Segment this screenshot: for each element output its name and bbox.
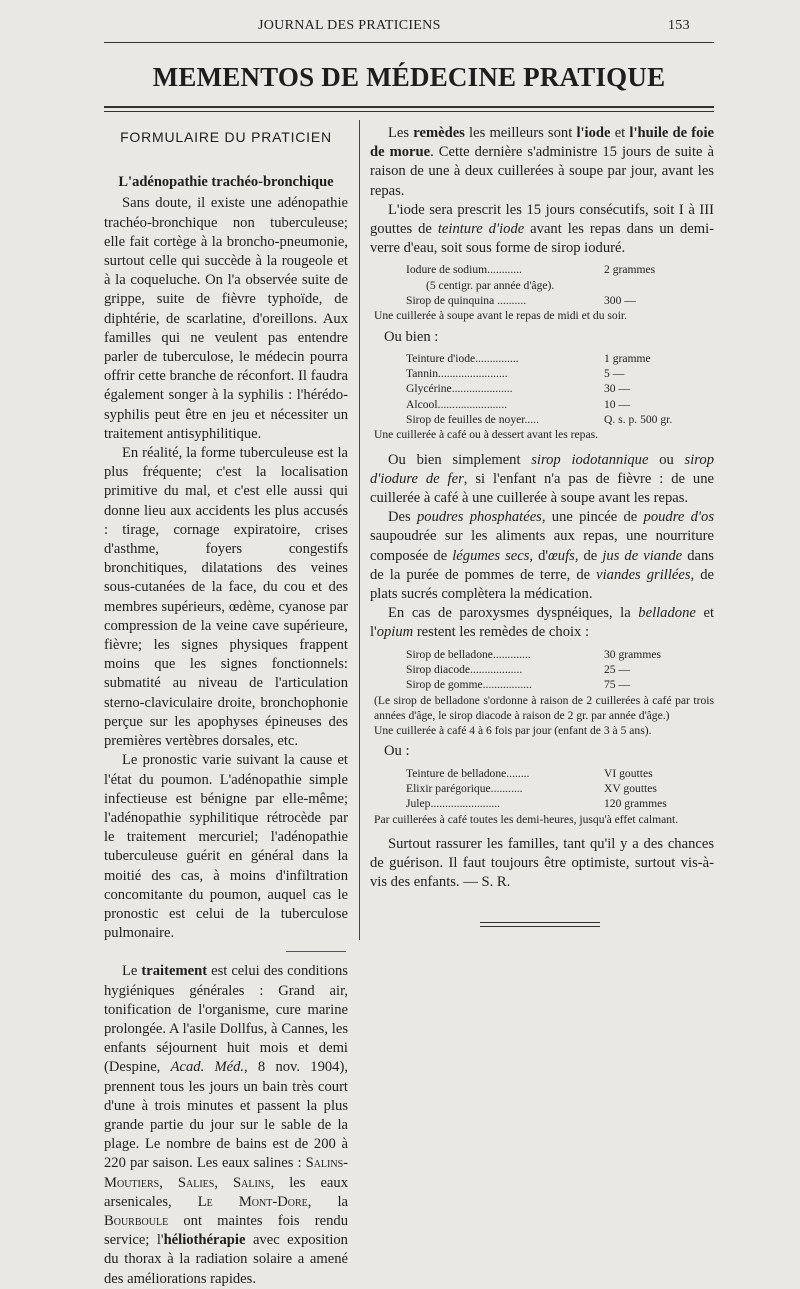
article-subtitle: L'adénopathie trachéo-bronchique	[118, 174, 334, 191]
rx-row: Tannin........................ 5 —	[406, 367, 625, 381]
paragraph: Sans doute, il existe une adénopathie trachéo-bronchique non tuberculeuse; elle fait cortège à la broncho-pneumonie, surtout celle qui succède à la rougeole et à la coqueluche. On l'a observée suite de grippe, suite de fièvre typhoïde, de diphtérie, de scarlatine, d'oreillons. Aux familles qui ne veulent pas entendre parler de tuberculose, le médecin pourra offrir cette branche de réconfort. Il faudra également songer à la syphilis : l'hérédo-syphilis peut être en jeu et nécessiter un traitement antisyphilitique.	[104, 195, 348, 442]
separator-rule	[286, 951, 346, 952]
bold-term: traitement	[141, 963, 208, 980]
title-rule-thick	[104, 106, 714, 108]
rx-row: Sirop de belladone............. 30 grammes	[406, 647, 661, 661]
rx-note: Une cuillerée à soupe avant le repas de midi et du soir.	[374, 309, 628, 323]
prescription-1	[370, 262, 714, 323]
rx-row: Glycérine..................... 30 —	[406, 382, 631, 396]
right-column	[370, 124, 714, 892]
rx-row: Julep........................ 120 grammes	[406, 797, 667, 811]
page-title: MEMENTOS DE MÉDECINE PRATIQUE	[152, 62, 666, 92]
prescription-3	[370, 647, 714, 739]
bold-term: héliothérapie	[163, 1232, 246, 1249]
end-rule	[480, 926, 600, 927]
title-rule-thin	[104, 111, 714, 112]
paragraph: Le pronostic varie suivant la cause et l'état du poumon. L'adénopathie simple infectieuse est bénigne par elle-même; l'adénopathie syphilitique rétrocède par le traitement mercuriel; l'adénopathie tuberculeuse guérit en général dans la moitié des cas, à moins d'infiltration concomitante du poumon, auquel cas le pronostic est celui de la tuberculose pulmonaire.	[104, 752, 348, 942]
ou-bien: Ou bien :	[384, 328, 439, 345]
rx-sub: (5 centigr. par année d'âge).	[426, 278, 555, 292]
rx-row: Teinture d'iode............... 1 gramme	[406, 351, 651, 365]
prescription-2	[370, 351, 714, 443]
paragraph: L'iode sera prescrit les 15 jours consécutifs, soit I à III gouttes de teinture d'iode avant les repas dans un demi-verre d'eau, soit sous forme de sirop ioduré.	[370, 201, 714, 257]
rx-row: Teinture de belladone........ VI gouttes	[406, 766, 653, 780]
rx-row: Alcool........................ 10 —	[406, 397, 631, 411]
rx-row: Sirop de quinquina .......... 300 —	[406, 294, 636, 308]
prescription-4	[370, 766, 714, 827]
closing-paragraph: Surtout rassurer les familles, tant qu'il y a des chances de guérison. Il faut toujours être optimiste, surtout vis-à-vis des enfants. — S. R.	[370, 835, 714, 891]
header-rule	[104, 42, 714, 43]
paragraph: Des poudres phosphatées, une pincée de poudre d'os saupoudrée sur les aliments aux repas, une nourriture composée de légumes secs, d'œufs, de jus de viande dans de la purée de pommes de terre, de viandes grillées, de plats sucrés complètera la médication.	[370, 509, 714, 603]
rx-note: Par cuillerées à café toutes les demi-heures, jusqu'à effet calmant.	[374, 812, 679, 826]
section-heading: FORMULAIRE DU PRATICIEN	[120, 129, 332, 145]
journal-title: JOURNAL DES PRATICIENS	[258, 18, 441, 33]
paragraph: En cas de paroxysmes dyspnéiques, la belladone et l'opium restent les remèdes de choix :	[370, 605, 714, 641]
column-divider	[359, 120, 360, 940]
rx-note: Une cuillerée à café ou à dessert avant les repas.	[374, 428, 599, 442]
paragraph: Ou bien simplement sirop iodotannique ou sirop d'iodure de fer, si l'enfant n'a pas de fièvre : de une cuillerée à café à une cuillerée à soupe avant les repas.	[370, 451, 714, 506]
end-rule	[480, 922, 600, 923]
rx-row: Iodure de sodium............ 2 grammes	[406, 263, 656, 277]
rx-row: Sirop de feuilles de noyer..... Q. s. p. 500 gr.	[406, 413, 673, 426]
page-number: 153	[668, 18, 690, 33]
paragraph: Les remèdes les meilleurs sont l'iode et l'huile de foie de morue. Cette dernière s'administre 15 jours de suite à raison de une à deux cuillerées à soupe par jour, avant les repas.	[370, 125, 714, 199]
rx-row: Sirop diacode.................. 25 —	[406, 662, 631, 676]
paragraph-traitement: Le traitement est celui des conditions hygiéniques générales : Grand air, tonification de l'organisme, cure marine prolongée. A l'asile Dollfus, à Cannes, les enfants séjournent huit mois et demi (Despine, Acad. Méd., 8 nov. 1904), prennent tous les jours un bain très court d'une à trois minutes et passent la plus grande partie du jour sur le sable de la plage. Le nombre de bains est de 200 à 220 par saison. Les eaux salines : Salins-Moutiers, Salies, Salins, les eaux arsenicales, Le Mont-Dore, la Bourboule ont maintes fois rendu service; l'héliothérapie avec exposition du thorax à la radiation solaire a amené des améliorations rapides.	[104, 963, 349, 1287]
rx-row: Sirop de gomme................. 75 —	[406, 678, 631, 692]
rx-note: Une cuillerée à café 4 à 6 fois par jour (enfant de 3 à 5 ans).	[374, 724, 652, 738]
ou: Ou :	[384, 743, 410, 760]
rx-row: Elixir parégorique........... XV gouttes	[406, 781, 657, 795]
running-header	[0, 16, 800, 38]
left-column	[104, 120, 348, 1289]
paragraph: En réalité, la forme tuberculeuse est la plus fréquente; c'est la localisation primitive du mal, et c'est elle aussi qui donne lieu aux accidents les plus accusés : tirage, cornage expiratoire, crises d'asthme, foyers congestifs bronchitiques, dilatations des veines sous-cutanées de la face, du cou et des membres supérieurs, œdème, cyanose par compression de la veine cave supérieure, fièvre; les signes physiques frappent moins que les signes fonctionnels: submatité au niveau de l'articulation sterno-claviculaire droite, bronchophonie perçue sur les apophyses épineuses des premières vertèbres dorsales, etc.	[104, 445, 348, 750]
rx-note: (Le sirop de belladone s'ordonne à raison de 2 cuillerées à café par trois années d'âge, le sirop diacode à raison de 2 gr. par année d'âge.)	[374, 693, 714, 722]
